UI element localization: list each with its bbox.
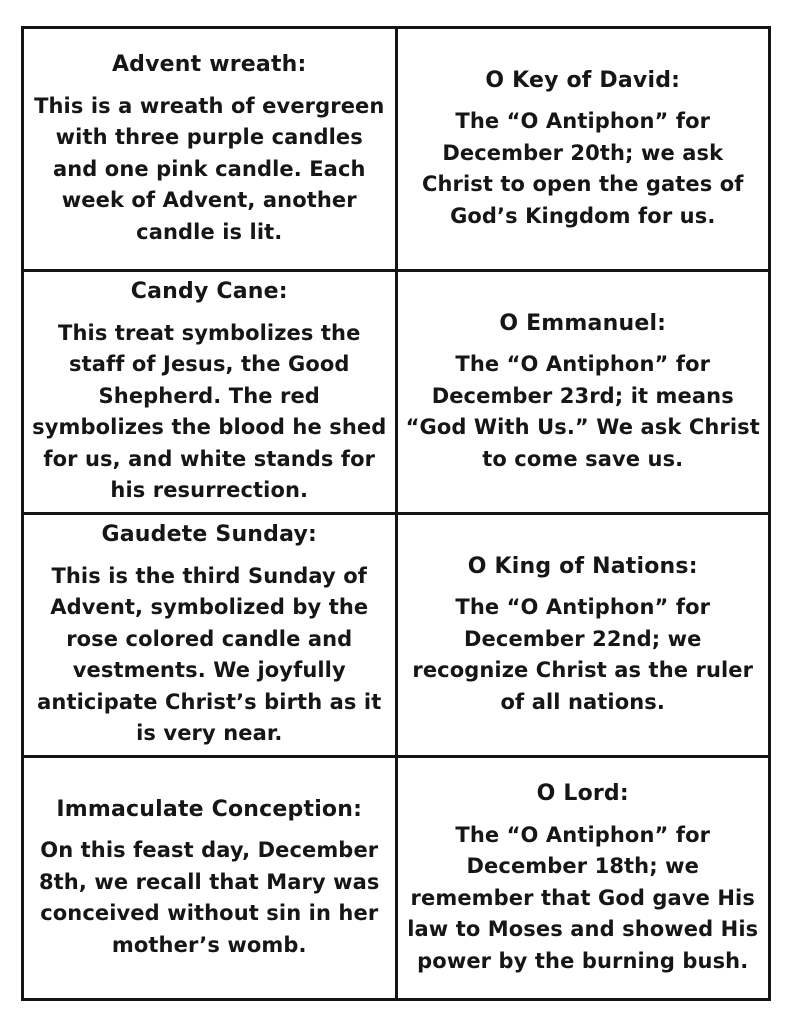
card-body: On this feast day, December 8th, we recall that Mary was conceived without sin in her mother’s womb. xyxy=(38,838,380,957)
card-body: The “O Antiphon” for December 18th; we remember that God gave His law to Moses and showed His power by the burning bush. xyxy=(407,822,759,973)
card-body: This treat symbolizes the staff of Jesus, the Good Shepherd. The red symbolizes the blood he shed for us, and white stands for his resurrection. xyxy=(32,320,387,503)
card-body: The “O Antiphon” for December 22nd; we recognize Christ as the ruler of all nations. xyxy=(412,595,754,714)
card-candy-cane xyxy=(24,272,395,512)
card-title: O King of Nations: xyxy=(467,553,698,579)
worksheet-page xyxy=(21,26,771,1001)
card-title: Candy Cane: xyxy=(130,279,288,305)
card-title: O Lord: xyxy=(536,780,629,806)
cards-grid xyxy=(21,26,771,1001)
card-title: Gaudete Sunday: xyxy=(101,522,318,548)
card-body: This is the third Sunday of Advent, symbolized by the rose colored candle and vestments. We joyfully anticipate Christ’s birth as it is very near. xyxy=(37,563,382,746)
card-body: The “O Antiphon” for December 20th; we ask Christ to open the gates of God’s Kingdom for us. xyxy=(421,109,744,228)
card-title: O Key of David: xyxy=(485,67,681,93)
card-gaudete-sunday xyxy=(24,515,395,755)
card-title: Immaculate Conception: xyxy=(56,796,363,822)
card-o-key-of-david xyxy=(398,29,769,269)
card-o-lord xyxy=(398,758,769,998)
card-title: Advent wreath: xyxy=(111,51,307,77)
card-o-emmanuel xyxy=(398,272,769,512)
card-body: The “O Antiphon” for December 23rd; it means “God With Us.” We ask Christ to come save us. xyxy=(405,352,760,471)
card-immaculate-conception xyxy=(24,758,395,998)
card-advent-wreath xyxy=(24,29,395,269)
card-o-king-of-nations xyxy=(398,515,769,755)
card-body: This is a wreath of evergreen with three purple candles and one pink candle. Each week of Advent, another candle is lit. xyxy=(34,93,385,244)
card-title: O Emmanuel: xyxy=(499,310,667,336)
